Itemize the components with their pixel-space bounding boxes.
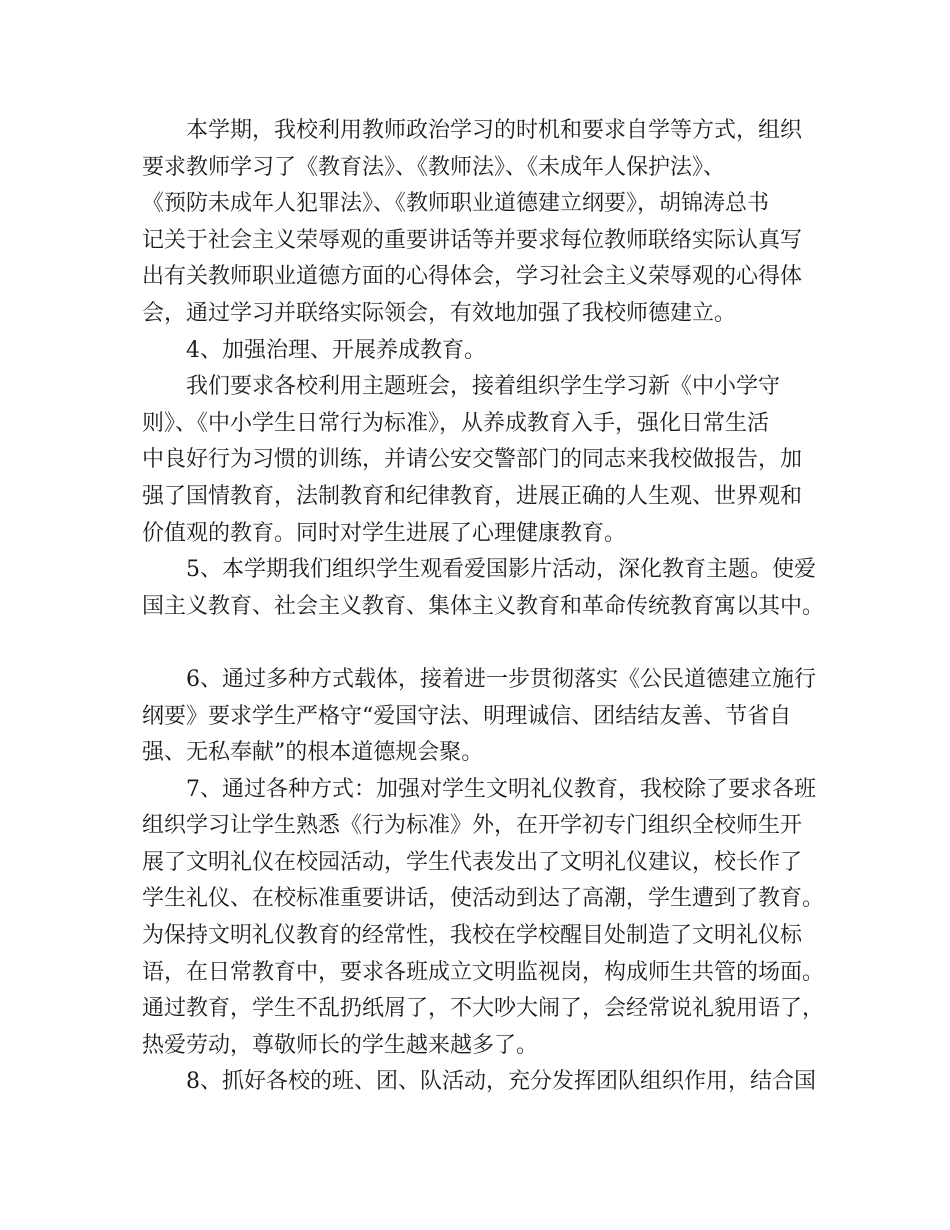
text-line: 强了国情教育，法制教育和纪律教育，进展正确的人生观、世界观和 (142, 483, 803, 509)
text-line: 本学期，我校利用教师政治学习的时机和要求自学等方式，组织 (186, 118, 803, 143)
text-line: 6、通过多种方式载体，接着进一步贯彻落实《公民道德建立施行 (186, 666, 816, 692)
paragraph-teacher-ethics (142, 113, 822, 333)
paragraph-item-5 (142, 552, 825, 625)
text-line: 记关于社会主义荣辱观的重要讲话等并要求每位教师联络实际认真写 (142, 227, 803, 253)
paragraph-item-6 (142, 662, 822, 772)
text-line: 国主义教育、社会主义教育、集体主义教育和革命传统教育寓以其中。 (142, 593, 825, 619)
text-line: 强、无私奉献”的根本道德规会聚。 (142, 740, 484, 766)
text-line: 出有关教师职业道德方面的心得体会，学习社会主义荣辱观的心得体 (142, 264, 803, 290)
paragraph-heading-4 (142, 333, 822, 370)
text-line: 则》、《中小学生日常行为标准》，从养成教育入手，强化日常生活 (142, 410, 770, 436)
text-line: 展了文明礼仪在校园活动，学生代表发出了文明礼仪建议，校长作了 (142, 849, 803, 875)
text-line: 7、通过各种方式：加强对学生文明礼仪教育，我校除了要求各班 (186, 776, 816, 802)
text-line: 语，在日常教育中，要求各班成立文明监视岗，构成师生共管的场面。 (142, 959, 825, 985)
text-line: 中良好行为习惯的训练，并请公安交警部门的同志来我校做报告，加 (142, 447, 803, 473)
blank-line (142, 625, 822, 662)
text-line: 《预防未成年人犯罪法》、《教师职业道德建立纲要》，胡锦涛总书 (142, 191, 770, 217)
paragraph-item-7 (142, 772, 825, 1065)
text-line: 要求教师学习了《教育法》、《教师法》、《未成年人保护法》、 (142, 154, 726, 180)
text-line: 纲要》要求学生严格守“爱国守法、明理诚信、团结结友善、节省自 (142, 703, 792, 729)
text-line: 8、抓好各校的班、团、队活动，充分发挥团队组织作用，结合国 (186, 1069, 816, 1095)
text-line: 为保持文明礼仪教育的经常性，我校在学校醒目处制造了文明礼仪标 (142, 923, 803, 949)
paragraph-habit-education (142, 369, 822, 552)
text-line: 通过教育，学生不乱扔纸屑了，不大吵大闹了，会经常说礼貌用语了， (142, 996, 825, 1022)
text-line: 会，通过学习并联络实际领会，有效地加强了我校师德建立。 (142, 300, 737, 326)
paragraph-item-8 (142, 1064, 822, 1101)
text-line: 热爱劳动，尊敬师长的学生越来越多了。 (142, 1032, 539, 1058)
text-line: 我们要求各校利用主题班会，接着组织学生学习新《中小学守 (186, 374, 781, 400)
text-line: 4、加强治理、开展养成教育。 (186, 337, 486, 363)
text-line: 价值观的教育。同时对学生进展了心理健康教育。 (142, 520, 627, 546)
text-line: 5、本学期我们组织学生观看爱国影片活动，深化教育主题。使爱 (186, 557, 816, 583)
text-line: 组织学习让学生熟悉《行为标准》外，在开学初专门组织全校师生开 (142, 813, 803, 839)
document-body (142, 113, 825, 1101)
text-line: 学生礼仪、在校标准重要讲话，使活动到达了高潮，学生遭到了教育。 (142, 886, 825, 912)
